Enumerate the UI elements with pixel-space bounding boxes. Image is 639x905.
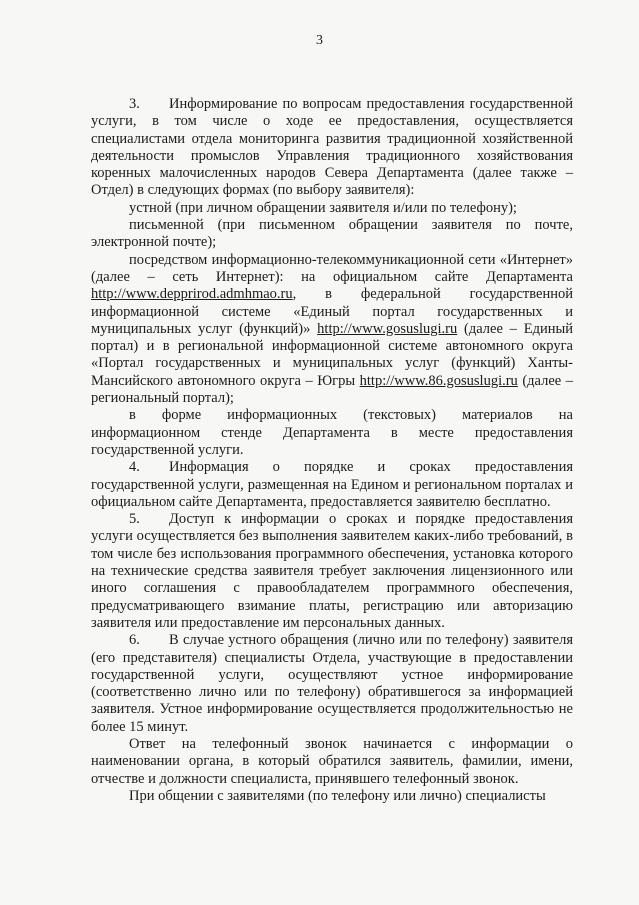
paragraph-3-number: 3. bbox=[129, 96, 140, 112]
regional-portal-link[interactable]: http://www.86.gosuslugi.ru bbox=[359, 372, 518, 389]
paragraph-3-text: Информирование по вопросам предоставления государственной услуги, в том числе о ходе ее предоставления, осуществляется специалистами отдела мониторинга развития традиционной хозяйственной деятельности промыслов Управления традиционного хозяйствования коренных малочисленных народов Севера Департамента (далее также – Отдел) в следующих формах (по выбору заявителя): bbox=[91, 96, 573, 199]
paragraph-5-text: Доступ к информации о сроках и порядке предоставления услуги осуществляется без выполнения заявителем каких-либо требований, в том числе без использования программного обеспечения, установка которого на технические средства заявителя требует заключения лицензионного или иного соглашения с правообладателем программного обеспечения, предусматривающего взимание платы, регистрацию или авторизацию заявителя или предоставление им персональных данных. bbox=[91, 511, 573, 631]
depprirod-site-link[interactable]: http://www.depprirod.admhmao.ru bbox=[91, 286, 293, 303]
document-body bbox=[91, 96, 573, 805]
gosuslugi-link[interactable]: http://www.gosuslugi.ru bbox=[317, 320, 458, 337]
paragraph-5-number: 5. bbox=[129, 511, 140, 528]
paragraph-4-number: 4. bbox=[129, 459, 140, 476]
page-number: 3 bbox=[316, 33, 323, 48]
paragraph-3 bbox=[91, 96, 573, 200]
paragraph-4-text: Информация о порядке и сроках предоставления государственной услуги, размещенная на Едином и региональном порталах и официальном сайте Департамента, предоставляется заявителю бесплатно. bbox=[91, 459, 573, 510]
paragraph-6 bbox=[91, 632, 573, 736]
paragraph-5 bbox=[91, 511, 573, 632]
form-internet-text-4: (далее – региональный портал); bbox=[91, 372, 573, 407]
form-stand: в форме информационных (текстовых) материалов на информационном стенде Департамента в месте предоставления государственной услуги. bbox=[91, 407, 573, 458]
form-written: письменной (при письменном обращении заявителя по почте, электронной почте); bbox=[91, 217, 573, 251]
paragraph-6-number: 6. bbox=[129, 632, 140, 649]
paragraph-4 bbox=[91, 459, 573, 511]
paragraph-communication: При общении с заявителями (по телефону или лично) специалисты bbox=[129, 787, 546, 804]
form-internet-text-2: , в федеральной государственной информационной системе «Единый портал государственных и муниципальных услуг (функций)» bbox=[91, 286, 573, 337]
form-oral: устной (при личном обращении заявителя и/или по телефону); bbox=[129, 199, 517, 216]
paragraph-6-text: В случае устного обращения (лично или по телефону) заявителя (его представителя) специалисты Отдела, участвующие в предоставлении государственной услуги, осуществляют устное информирование (соответственно лично или по телефону) обратившегося за информацией заявителя. Устное информирование осуществляется продолжительностью не более 15 минут. bbox=[91, 632, 573, 735]
form-internet-text-1: посредством информационно-телекоммуникационной сети «Интернет» (далее – сеть Интернет): на официальном сайте Департамента bbox=[91, 251, 573, 285]
paragraph-phone-answer: Ответ на телефонный звонок начинается с информации о наименовании органа, в который обратился заявитель, фамилии, имени, отчестве и должности специалиста, принявшего телефонный звонок. bbox=[91, 735, 573, 787]
form-internet bbox=[91, 252, 573, 408]
form-internet-text-3: (далее – Единый портал) и в региональной информационной системе автономного округа «Портал государственных и муниципальных услуг (функций) Ханты-Мансийского автономного округа – Югры bbox=[91, 320, 573, 389]
